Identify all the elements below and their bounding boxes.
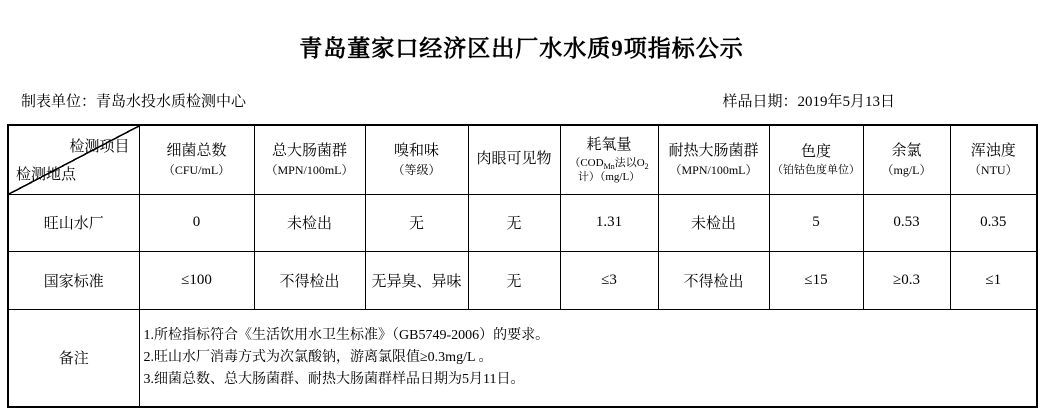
col-header-name: 色度 (800, 144, 831, 160)
data-cell: ≤1 (950, 251, 1037, 309)
row-label: 国家标准 (8, 251, 139, 309)
data-cell: 不得检出 (254, 251, 365, 309)
corner-header-cell (8, 125, 139, 194)
data-cell: ≤15 (769, 251, 863, 309)
table-header-row (8, 125, 1037, 194)
table-row-wangshan-plant (8, 194, 1037, 251)
sample-date-label: 样品日期：2019年5月13日 (722, 94, 895, 110)
data-cell: 1.31 (560, 194, 658, 251)
col-header-name: 余氯 (891, 143, 922, 160)
data-cell: ≤3 (560, 251, 658, 309)
data-cell: 5 (769, 194, 863, 251)
col-header-thermotolerant-coliform (658, 125, 769, 194)
remark-line-3: 3.细菌总数、总大肠菌群、耐热大肠菌群样品日期为5月11日。 (143, 371, 525, 387)
col-header-unit: （NTU） (968, 163, 1018, 178)
remarks-label: 备注 (8, 309, 139, 407)
col-header-name: 总大肠菌群 (271, 143, 347, 160)
data-cell: ≥0.3 (863, 251, 950, 309)
data-cell: 0.53 (863, 194, 950, 251)
col-header-total-bacteria (139, 125, 254, 194)
col-header-unit: （MPN/100mL） (669, 163, 758, 178)
col-header-unit: （等级） (392, 163, 441, 178)
data-cell: 无 (468, 251, 560, 309)
remark-line-1: 1.所检指标符合《生活饮用水卫生标准》（GB5749-2006）的要求。 (143, 327, 550, 343)
col-header-unit: （MPN/100mL） (265, 163, 354, 178)
water-quality-table (7, 124, 1038, 408)
col-header-total-coliform (254, 125, 365, 194)
data-cell: 无 (365, 194, 468, 251)
data-cell: 未检出 (254, 194, 365, 251)
col-header-name: 嗅和味 (393, 143, 439, 160)
col-header-unit: （$COD_{Mn}$法以$O_2$ 计）（mg/L） (569, 156, 649, 183)
remarks-content (139, 309, 1037, 407)
data-cell: 无异臭、异味 (365, 251, 468, 309)
col-header-name: 耗氧量 (586, 137, 632, 154)
col-header-unit: （CFU/mL） (162, 163, 231, 178)
col-header-unit: （mg/L） (881, 163, 932, 178)
col-header-visible-matter (468, 125, 560, 194)
col-header-unit: （铂钴色度单位） (772, 163, 860, 176)
data-cell: ≤100 (139, 251, 254, 309)
corner-label-test-item: 检测项目 (69, 139, 130, 155)
col-header-odor-taste (365, 125, 468, 194)
col-header-turbidity (950, 125, 1037, 194)
col-header-oxygen-consumption (560, 125, 658, 194)
table-row-remarks (8, 309, 1037, 407)
col-header-name: 细菌总数 (166, 143, 227, 160)
data-cell: 未检出 (658, 194, 769, 251)
col-header-residual-chlorine (863, 125, 950, 194)
data-cell: 0 (139, 194, 254, 251)
info-row (0, 90, 1043, 111)
col-header-name: 肉眼可见物 (476, 150, 552, 167)
col-header-chromaticity (769, 125, 863, 194)
page-title: 青岛董家口经济区出厂水水质9项指标公示 (299, 36, 744, 61)
data-cell: 无 (468, 194, 560, 251)
prepared-by-label: 制表单位：青岛水投水质检测中心 (21, 94, 247, 110)
remark-line-2: 2.旺山水厂消毒方式为次氯酸钠，游离氯限值≥0.3mg/L 。 (143, 349, 493, 365)
row-label: 旺山水厂 (8, 194, 139, 251)
corner-label-test-location: 检测地点 (16, 166, 77, 183)
data-cell: 不得检出 (658, 251, 769, 309)
col-header-name: 浑浊度 (970, 143, 1016, 160)
col-header-name: 耐热大肠菌群 (668, 143, 759, 160)
data-cell: 0.35 (950, 194, 1037, 251)
table-row-national-standard (8, 251, 1037, 309)
